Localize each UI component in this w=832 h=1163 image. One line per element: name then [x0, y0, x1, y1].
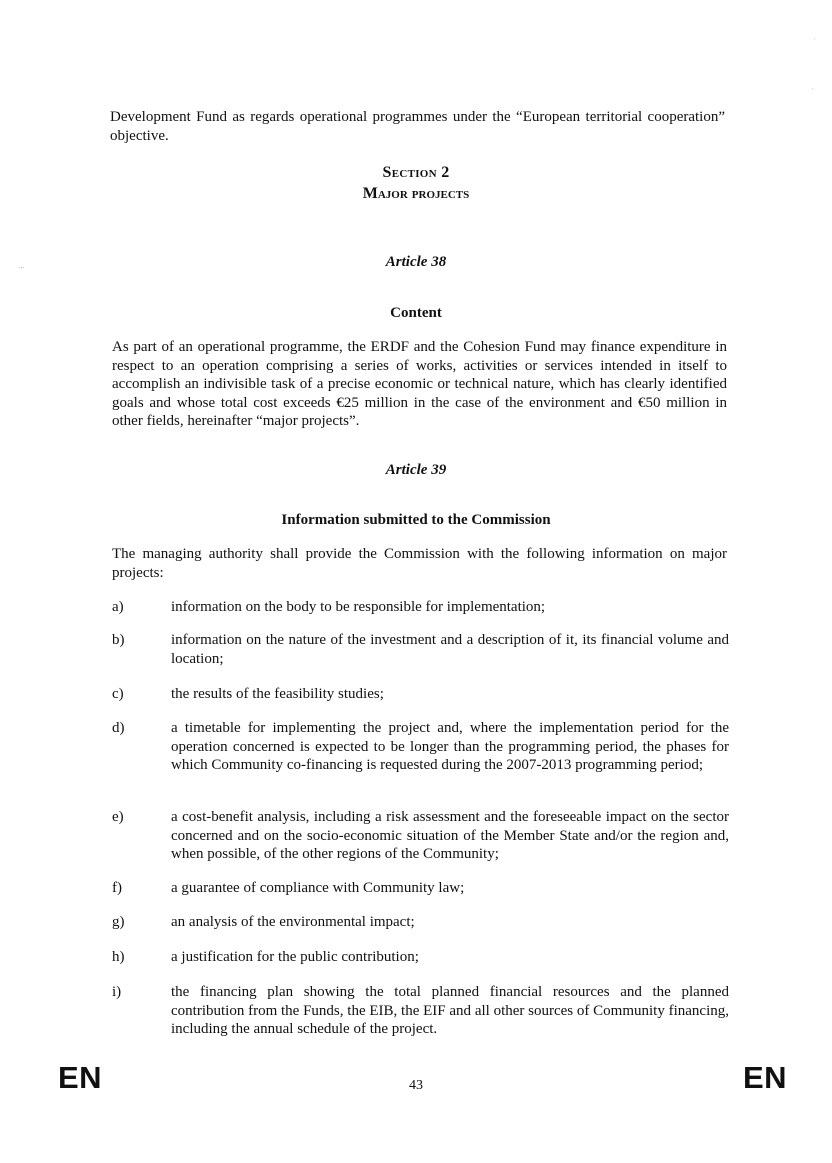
article-39-title: Information submitted to the Commission — [281, 512, 551, 528]
list-marker: b) — [112, 632, 125, 648]
list-item — [112, 631, 729, 668]
list-item — [112, 879, 729, 898]
article-38-number: Article 38 — [385, 254, 447, 270]
list-marker: e) — [112, 809, 124, 825]
list-item-text: a justification for the public contribution; — [171, 949, 419, 965]
intro-paragraph: Development Fund as regards operational programmes under the “European territorial cooperation” objective. — [110, 109, 725, 144]
list-item-text: a timetable for implementing the project and, where the implementation period for the operation concerned is expected to be longer than the programming period, the phases for which Community co-financing is requested during the 2007-2013 programming period; — [171, 720, 729, 773]
list-item — [112, 685, 729, 704]
list-marker: g) — [112, 914, 125, 930]
page-number: 43 — [409, 1078, 423, 1093]
section-number: Section 2 — [382, 164, 450, 181]
list-marker: f) — [112, 880, 122, 896]
list-item — [112, 719, 729, 775]
list-item — [112, 598, 729, 617]
language-label-right: EN — [743, 1060, 788, 1095]
list-item-text: information on the body to be responsible for implementation; — [171, 599, 546, 615]
list-item-text: information on the nature of the investment and a description of it, its financial volume and location; — [171, 632, 729, 667]
scan-speck: ˙ — [811, 88, 815, 96]
list-item-text: an analysis of the environmental impact; — [171, 914, 415, 930]
article-39-body: The managing authority shall provide the Commission with the following information on major projects: — [112, 546, 727, 581]
list-item-text: the financing plan showing the total planned financial resources and the planned contribution from the Funds, the EIB, the EIF and all other sources of Community financing, including the annual schedule of the project. — [171, 984, 729, 1037]
article-39-number: Article 39 — [385, 462, 447, 478]
list-marker: h) — [112, 949, 125, 965]
list-item — [112, 808, 729, 864]
list-item — [112, 983, 729, 1039]
list-marker: a) — [112, 599, 124, 615]
list-marker: d) — [112, 720, 125, 736]
list-item — [112, 913, 729, 932]
list-item-text: a guarantee of compliance with Community law; — [171, 880, 465, 896]
list-item-text: a cost-benefit analysis, including a risk assessment and the foreseeable impact on the sector concerned and on the socio-economic situation of the Member State and/or the region and, when possible, of the other regions of the Community; — [171, 809, 729, 862]
section-title: Major projects — [362, 185, 470, 202]
list-marker: i) — [112, 984, 122, 1000]
list-marker: c) — [112, 686, 124, 702]
article-38-title: Content — [390, 305, 442, 321]
language-label-left: EN — [58, 1060, 103, 1095]
scan-speck: ‥. — [18, 262, 25, 270]
article-38-body: As part of an operational programme, the ERDF and the Cohesion Fund may finance expenditure in respect to an operation comprising a series of works, activities or services intended in itself to accomplish an indivisible task of a precise economic or technical nature, which has clearly identified goals and whose total cost exceeds €25 million in the case of the environment and €50 million in other fields, hereinafter “major projects”. — [112, 339, 727, 429]
list-item-text: the results of the feasibility studies; — [171, 686, 384, 702]
scan-speck: ˙ — [813, 38, 817, 46]
list-item — [112, 948, 729, 967]
